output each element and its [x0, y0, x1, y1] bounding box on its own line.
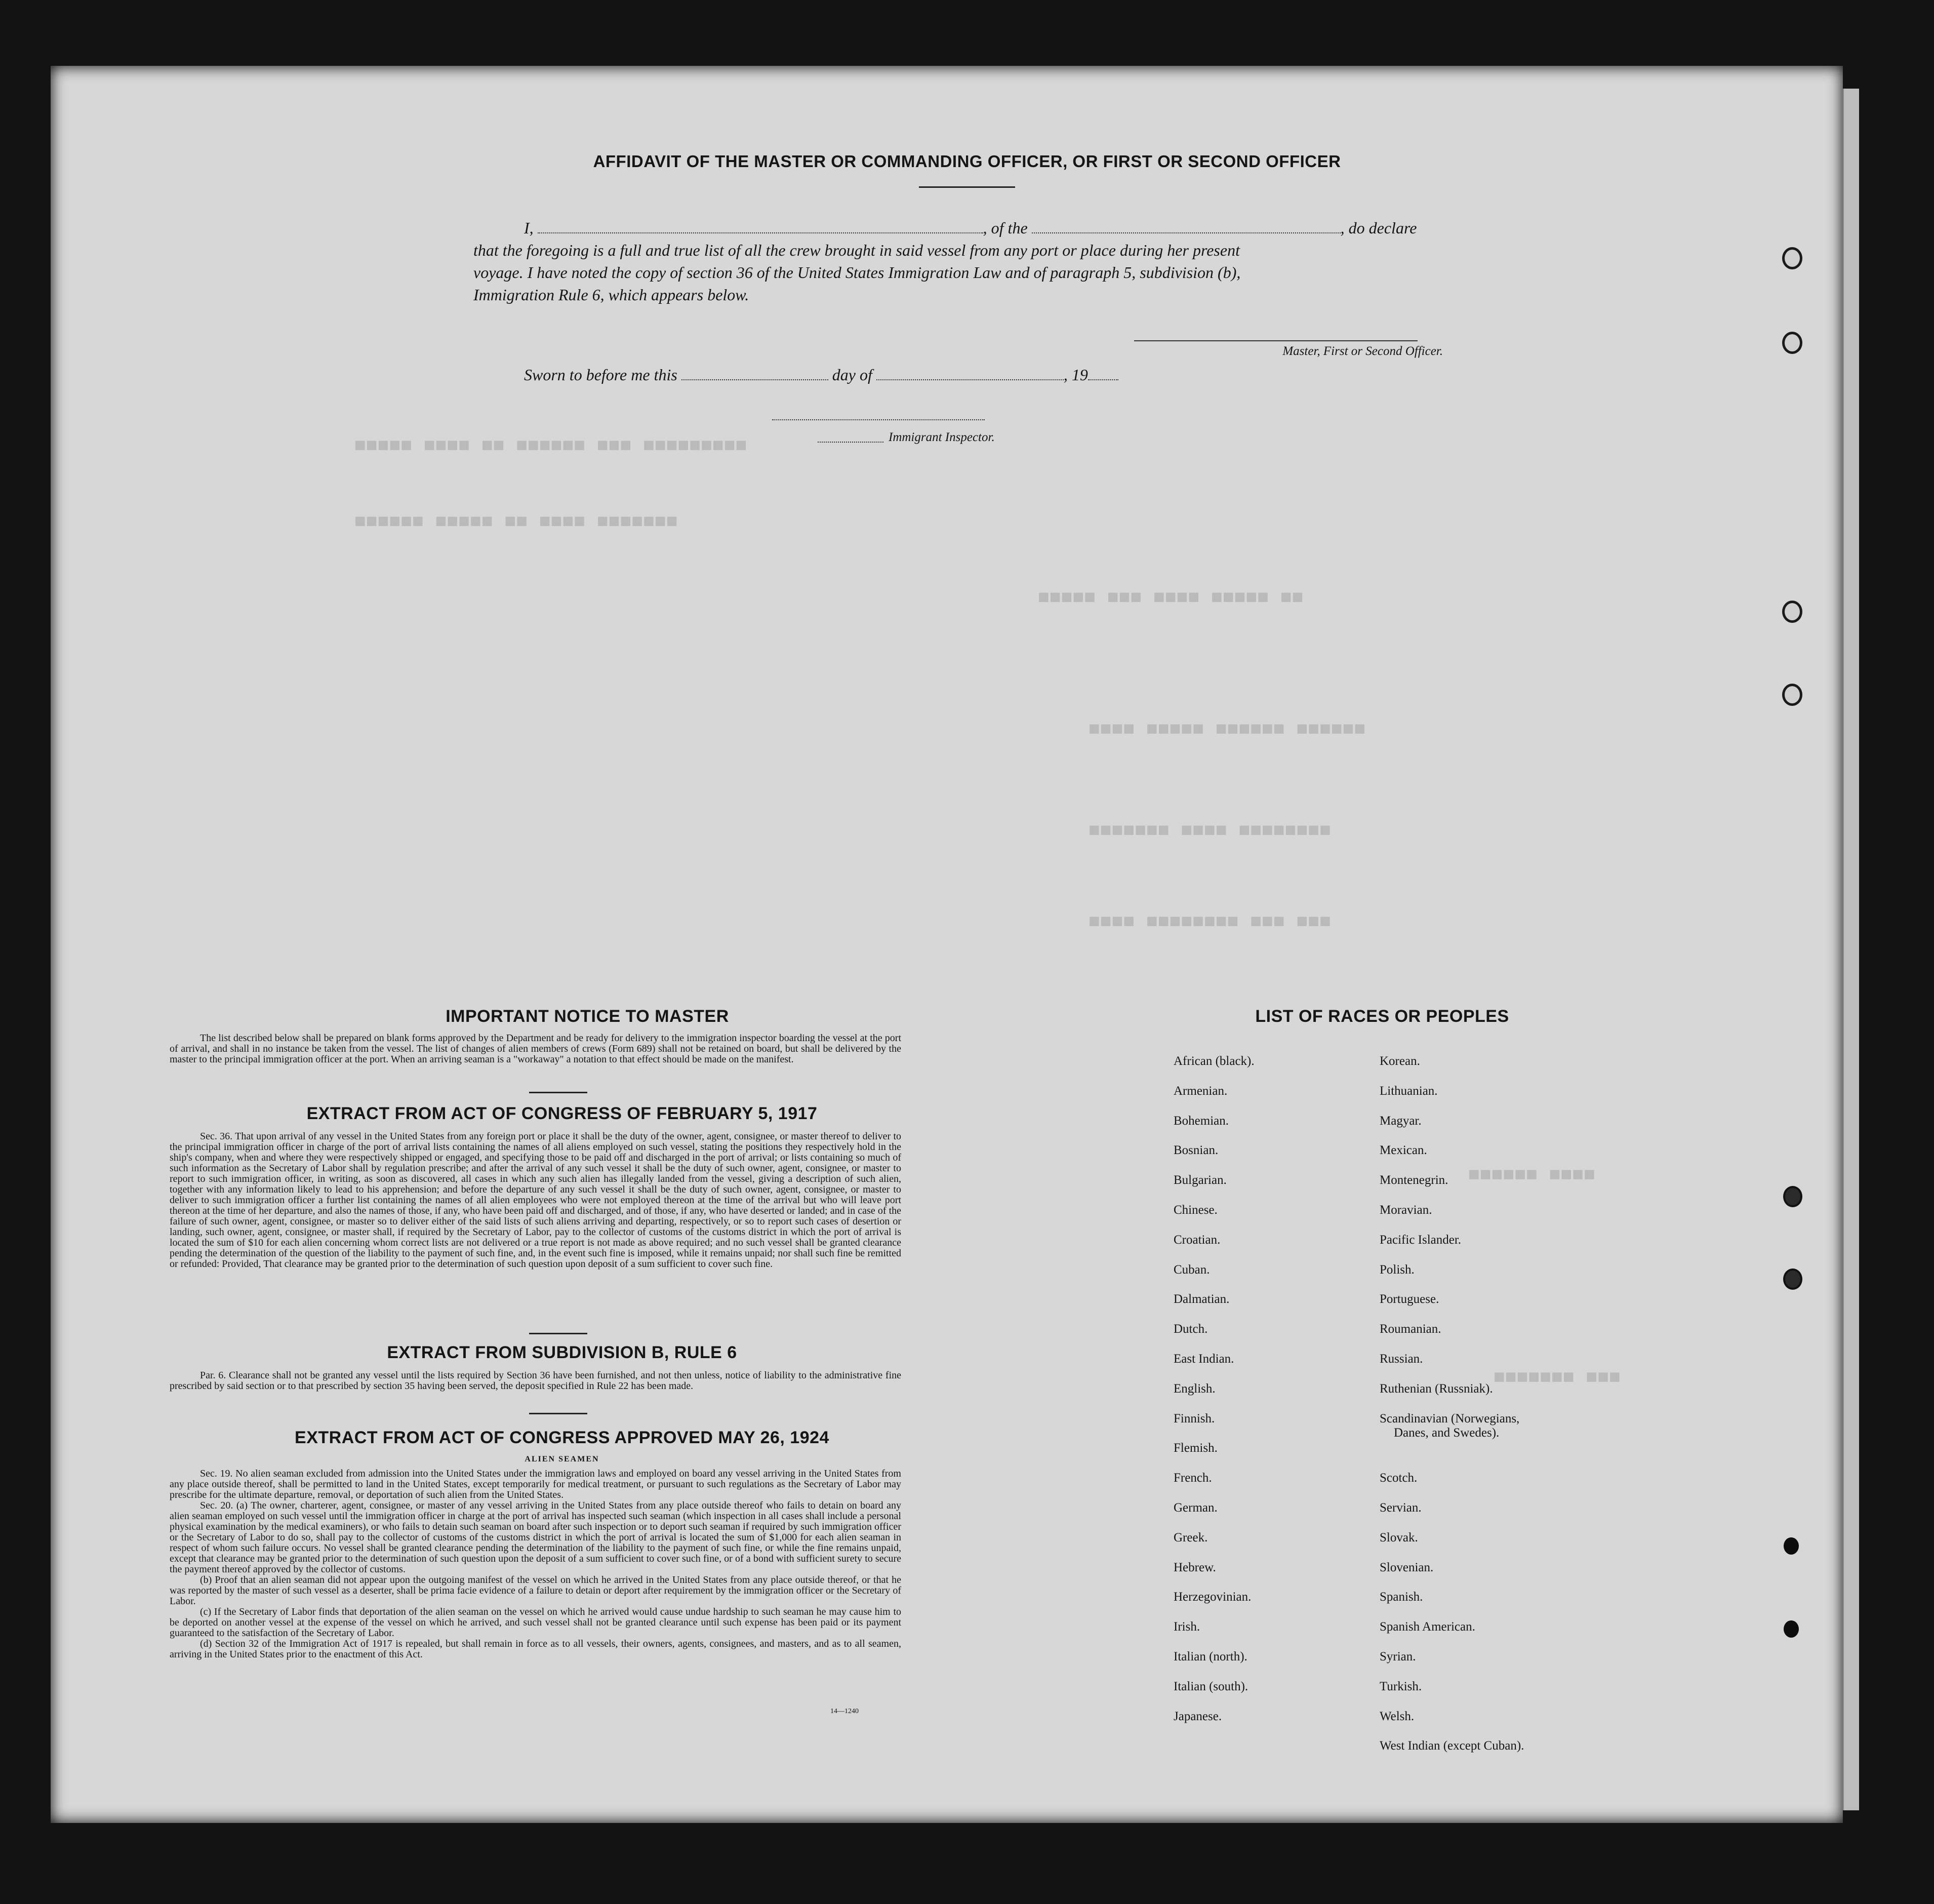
race-item: Servian.	[1380, 1501, 1422, 1515]
race-item: Roumanian.	[1380, 1322, 1441, 1336]
race-item: Lithuanian.	[1380, 1084, 1438, 1098]
race-item: Polish.	[1380, 1262, 1415, 1277]
inspector-signature-line-lower[interactable]	[818, 442, 883, 443]
affidavit-title: AFFIDAVIT OF THE MASTER OR COMMANDING OFFICER, OR FIRST OR SECOND OFFICER	[593, 152, 1341, 171]
race-item: English.	[1174, 1381, 1216, 1396]
sworn-day-field[interactable]	[681, 366, 828, 380]
extract-1924-title: EXTRACT FROM ACT OF CONGRESS APPROVED MAY 26, 1924	[295, 1428, 829, 1447]
race-item: Chinese.	[1174, 1203, 1218, 1217]
rule-6-title: EXTRACT FROM SUBDIVISION B, RULE 6	[387, 1343, 737, 1362]
year-label: , 19	[1063, 366, 1088, 384]
race-item: Italian (north).	[1174, 1650, 1247, 1663]
race-item: Dutch.	[1174, 1322, 1208, 1336]
divider-3	[529, 1413, 587, 1414]
race-item: Montenegrin.	[1380, 1173, 1448, 1187]
affidavit-line-2: that the foregoing is a full and true list of all the crew brought in said vessel from any port or place during her present	[473, 241, 1240, 259]
sworn-month-field[interactable]	[876, 366, 1064, 380]
race-item: Russian.	[1380, 1352, 1423, 1366]
notice-title: IMPORTANT NOTICE TO MASTER	[446, 1007, 729, 1026]
race-item: Cuban.	[1174, 1262, 1210, 1277]
race-item: Armenian.	[1174, 1084, 1228, 1098]
race-item: Irish.	[1174, 1620, 1200, 1634]
sworn-year-field[interactable]	[1088, 366, 1118, 380]
affidavit-body	[473, 217, 1471, 306]
race-item: Dalmatian.	[1174, 1292, 1230, 1306]
affidavit-of-the: , of the	[983, 219, 1028, 237]
binder-hole-4	[1782, 684, 1802, 706]
race-item: Japanese.	[1174, 1709, 1222, 1723]
extract-1917-title: EXTRACT FROM ACT OF CONGRESS OF FEBRUARY 5, 1917	[306, 1104, 818, 1123]
race-item: Herzegovinian.	[1174, 1590, 1252, 1604]
race-item: West Indian (except Cuban).	[1380, 1739, 1524, 1753]
race-item: Welsh.	[1380, 1709, 1415, 1723]
race-item: Korean.	[1380, 1054, 1420, 1068]
races-title: LIST OF RACES OR PEOPLES	[1255, 1007, 1509, 1026]
affidavit-line-3: voyage. I have noted the copy of section 36 of the United States Immigration Law and of paragraph 5, subdivision (b),	[473, 263, 1241, 282]
binder-hole-7	[1784, 1537, 1799, 1555]
vessel-name-field[interactable]	[1032, 219, 1341, 233]
sec-20-c: (c) If the Secretary of Labor finds that deportation of the alien seaman on the vessel on which he arrived would cause undue hardship to such seaman he may cause him to be deported on another vessel at the expense of the vessel on which he arrived, and such vessel shall not be granted clearance until such expense has been paid or its payment guaranteed to the satisfaction of the Secretary of Labor.	[170, 1606, 901, 1639]
day-of-label: day of	[832, 366, 872, 384]
sec-20-d: (d) Section 32 of the Immigration Act of 1917 is repealed, but shall remain in force as to all vessels, their owners, agents, consignees, and masters, and as to all seamen, arriving in the United States prior to the enactment of this Act.	[170, 1638, 901, 1660]
binder-hole-2	[1782, 332, 1802, 354]
inspector-label: Immigrant Inspector.	[889, 430, 995, 444]
race-item: East Indian.	[1174, 1352, 1234, 1366]
master-signature-label: Master, First or Second Officer.	[1282, 344, 1443, 358]
affidavit-i: I,	[524, 219, 534, 237]
notice-body: The list described below shall be prepared on blank forms approved by the Department and be ready for delivery to the immigration inspector boarding the vessel at the port of arrival, and shall in no instance be taken from the vessel. The list of changes of alien members of crews (Form 689) shall not be retained on board, but shall be delivered by the master to the principal immigration officer at the port. When an arriving seaman is a "workaway" a notation to that effect should be made on the manifest.	[170, 1033, 901, 1065]
sec-19: Sec. 19. No alien seaman excluded from admission into the United States under the immigration laws and employed on board any vessel arriving in the United States from any place outside thereof, shall be permitted to land in the United States, except temporarily for medical treatment, or pursuant to such regulations as the Secretary of Labor may prescribe for the ultimate departure, removal, or deportation of such alien from the United States.	[170, 1468, 901, 1500]
race-item: Finnish.	[1174, 1411, 1215, 1425]
race-item: Ruthenian (Russniak).	[1380, 1381, 1493, 1396]
sec-20-b: (b) Proof that an alien seaman did not appear upon the outgoing manifest of the vessel on which he arrived in the United States from any place outside thereof, or that he was reported by the master of such vessel as a deserter, shall be prima facie evidence of a failure to detain or deport after requirement by the immigration officer or the Secretary of Labor.	[170, 1574, 901, 1607]
race-item: Mexican.	[1380, 1143, 1427, 1158]
binder-hole-5	[1783, 1186, 1802, 1207]
race-item: Bosnian.	[1174, 1143, 1219, 1158]
race-item: African (black).	[1174, 1054, 1255, 1068]
race-item: Spanish American.	[1380, 1620, 1475, 1634]
race-item: Portuguese.	[1380, 1292, 1439, 1306]
binder-hole-1	[1782, 247, 1802, 269]
affidavit-declare: , do declare	[1340, 219, 1417, 237]
title-divider	[919, 186, 1015, 188]
race-item: Syrian.	[1380, 1650, 1416, 1663]
race-item: Spanish.	[1380, 1590, 1423, 1604]
race-item: Bohemian.	[1174, 1114, 1229, 1128]
inspector-signature-line-upper[interactable]	[772, 419, 985, 420]
rule-6-body: Par. 6. Clearance shall not be granted any vessel until the lists required by Section 36 have been furnished, and not then unless, notice of liability to the administrative fine prescribed by said section or to that prescribed by section 35 having been served, the deposit specified in Rule 22 has been made.	[170, 1370, 901, 1392]
binder-hole-3	[1782, 601, 1802, 623]
race-item: Moravian.	[1380, 1203, 1432, 1217]
form-number: 14—1240	[830, 1708, 859, 1715]
affidavit-line-4: Immigration Rule 6, which appears below.	[473, 286, 749, 304]
binder-hole-6	[1783, 1268, 1802, 1290]
sworn-line	[524, 366, 1118, 384]
affidavit-line-1	[473, 217, 1471, 239]
race-item: Greek.	[1174, 1530, 1208, 1544]
race-item: Scandinavian (Norwegians,	[1380, 1411, 1520, 1425]
sec-20-a: Sec. 20. (a) The owner, charterer, agent, consignee, or master of any vessel arriving in the United States from any place outside thereof who fails to detain on board any alien seaman employed on such vessel until the immigration officer in charge at the port of arrival has inspected such seaman (which inspection in all cases shall include a personal physical examination by the medical examiners), or who fails to detain such seaman on board after such inspection or to deport such seaman if required by such immigration officer or the Secretary of Labor to do so, shall pay to the collector of customs of the customs district in which the port of arrival is located the sum of $1,000 for each alien seaman in respect of whom such failure occurs. No vessel shall be granted clearance pending the determination of the liability to the payment of such fine, or while the fine remains unpaid, except that clearance may be granted prior to the determination of such question upon the deposit of a sum sufficient to cover such fine, or of a bond with sufficient surety to secure the payment thereof approved by the collector of customs.	[170, 1500, 901, 1575]
extract-1924-body	[170, 1469, 901, 1660]
race-item: Italian (south).	[1174, 1679, 1248, 1693]
race-item: Hebrew.	[1174, 1560, 1216, 1574]
page-edge-strip	[1843, 89, 1859, 1810]
master-signature-line[interactable]	[1134, 340, 1418, 341]
race-item: Slovenian.	[1380, 1560, 1434, 1574]
race-item: Bulgarian.	[1174, 1173, 1227, 1187]
divider-1	[529, 1092, 587, 1093]
extract-1917-body: Sec. 36. That upon arrival of any vessel in the United States from any foreign port or place it shall be the duty of the owner, agent, consignee, or master thereof to deliver to the principal immigration officer in charge of the port of arrival lists containing the names of all aliens employed on such vessel, stating the positions they respectively hold in the ship's company, when and where they were respectively shipped or engaged, and specifying those to be paid off and discharged in the port of arrival; or lists containing so much of such information as the Secretary of Labor shall by regulation prescribe; and after the arrival of any such vessel it shall be the duty of such owner, agent, consignee, or master to report to such immigration officer, in writing, as soon as discovered, all cases in which any such alien has illegally landed from the vessel, giving a description of such alien, together with any information likely to lead to his apprehension; and before the departure of any such vessel it shall be the duty of such owner, agent, consignee, or master to deliver to such immigration officer a further list containing the names of all alien employees who were not employed thereon at the time of the arrival but who will leave port thereon at the time of her departure, and also the names of those, if any, who have been paid off and discharged, and of those, if any, who have deserted or landed; and in case of the failure of such owner, agent, consignee, or master so to deliver either of the said lists of such aliens arriving and departing, respectively, or so to report such cases of desertion or landing, such owner, agent, consignee, or master shall, if required by the Secretary of Labor, pay to the collector of customs of the customs district in which the port of arrival is located the sum of $10 for each alien concerning whom correct lists are not delivered or a true report is not made as above required; and no such vessel shall be granted clearance pending the determination of the question of the liability to the payment of such fine, and, in the event such fine is imposed, while it remains unpaid; nor shall such fine be remitted or refunded: Provided, That clearance may be granted prior to the determination of such question upon deposit of a sum sufficient to cover such fine.	[170, 1131, 901, 1270]
divider-2	[529, 1333, 587, 1334]
sworn-label: Sworn to before me this	[524, 366, 677, 384]
race-item: Slovak.	[1380, 1530, 1418, 1544]
race-item: Scotch.	[1380, 1471, 1418, 1485]
race-item: Flemish.	[1174, 1441, 1218, 1455]
race-item: Croatian.	[1174, 1233, 1221, 1247]
master-name-field[interactable]	[538, 219, 983, 233]
race-item: German.	[1174, 1501, 1218, 1515]
race-item: Magyar.	[1380, 1114, 1422, 1128]
binder-hole-8	[1784, 1620, 1799, 1638]
race-item: French.	[1174, 1471, 1212, 1485]
race-item: Turkish.	[1380, 1679, 1422, 1693]
alien-seamen-subtitle: ALIEN SEAMEN	[525, 1455, 599, 1463]
race-item: Pacific Islander.	[1380, 1233, 1462, 1247]
race-item: Danes, and Swedes).	[1394, 1425, 1500, 1440]
